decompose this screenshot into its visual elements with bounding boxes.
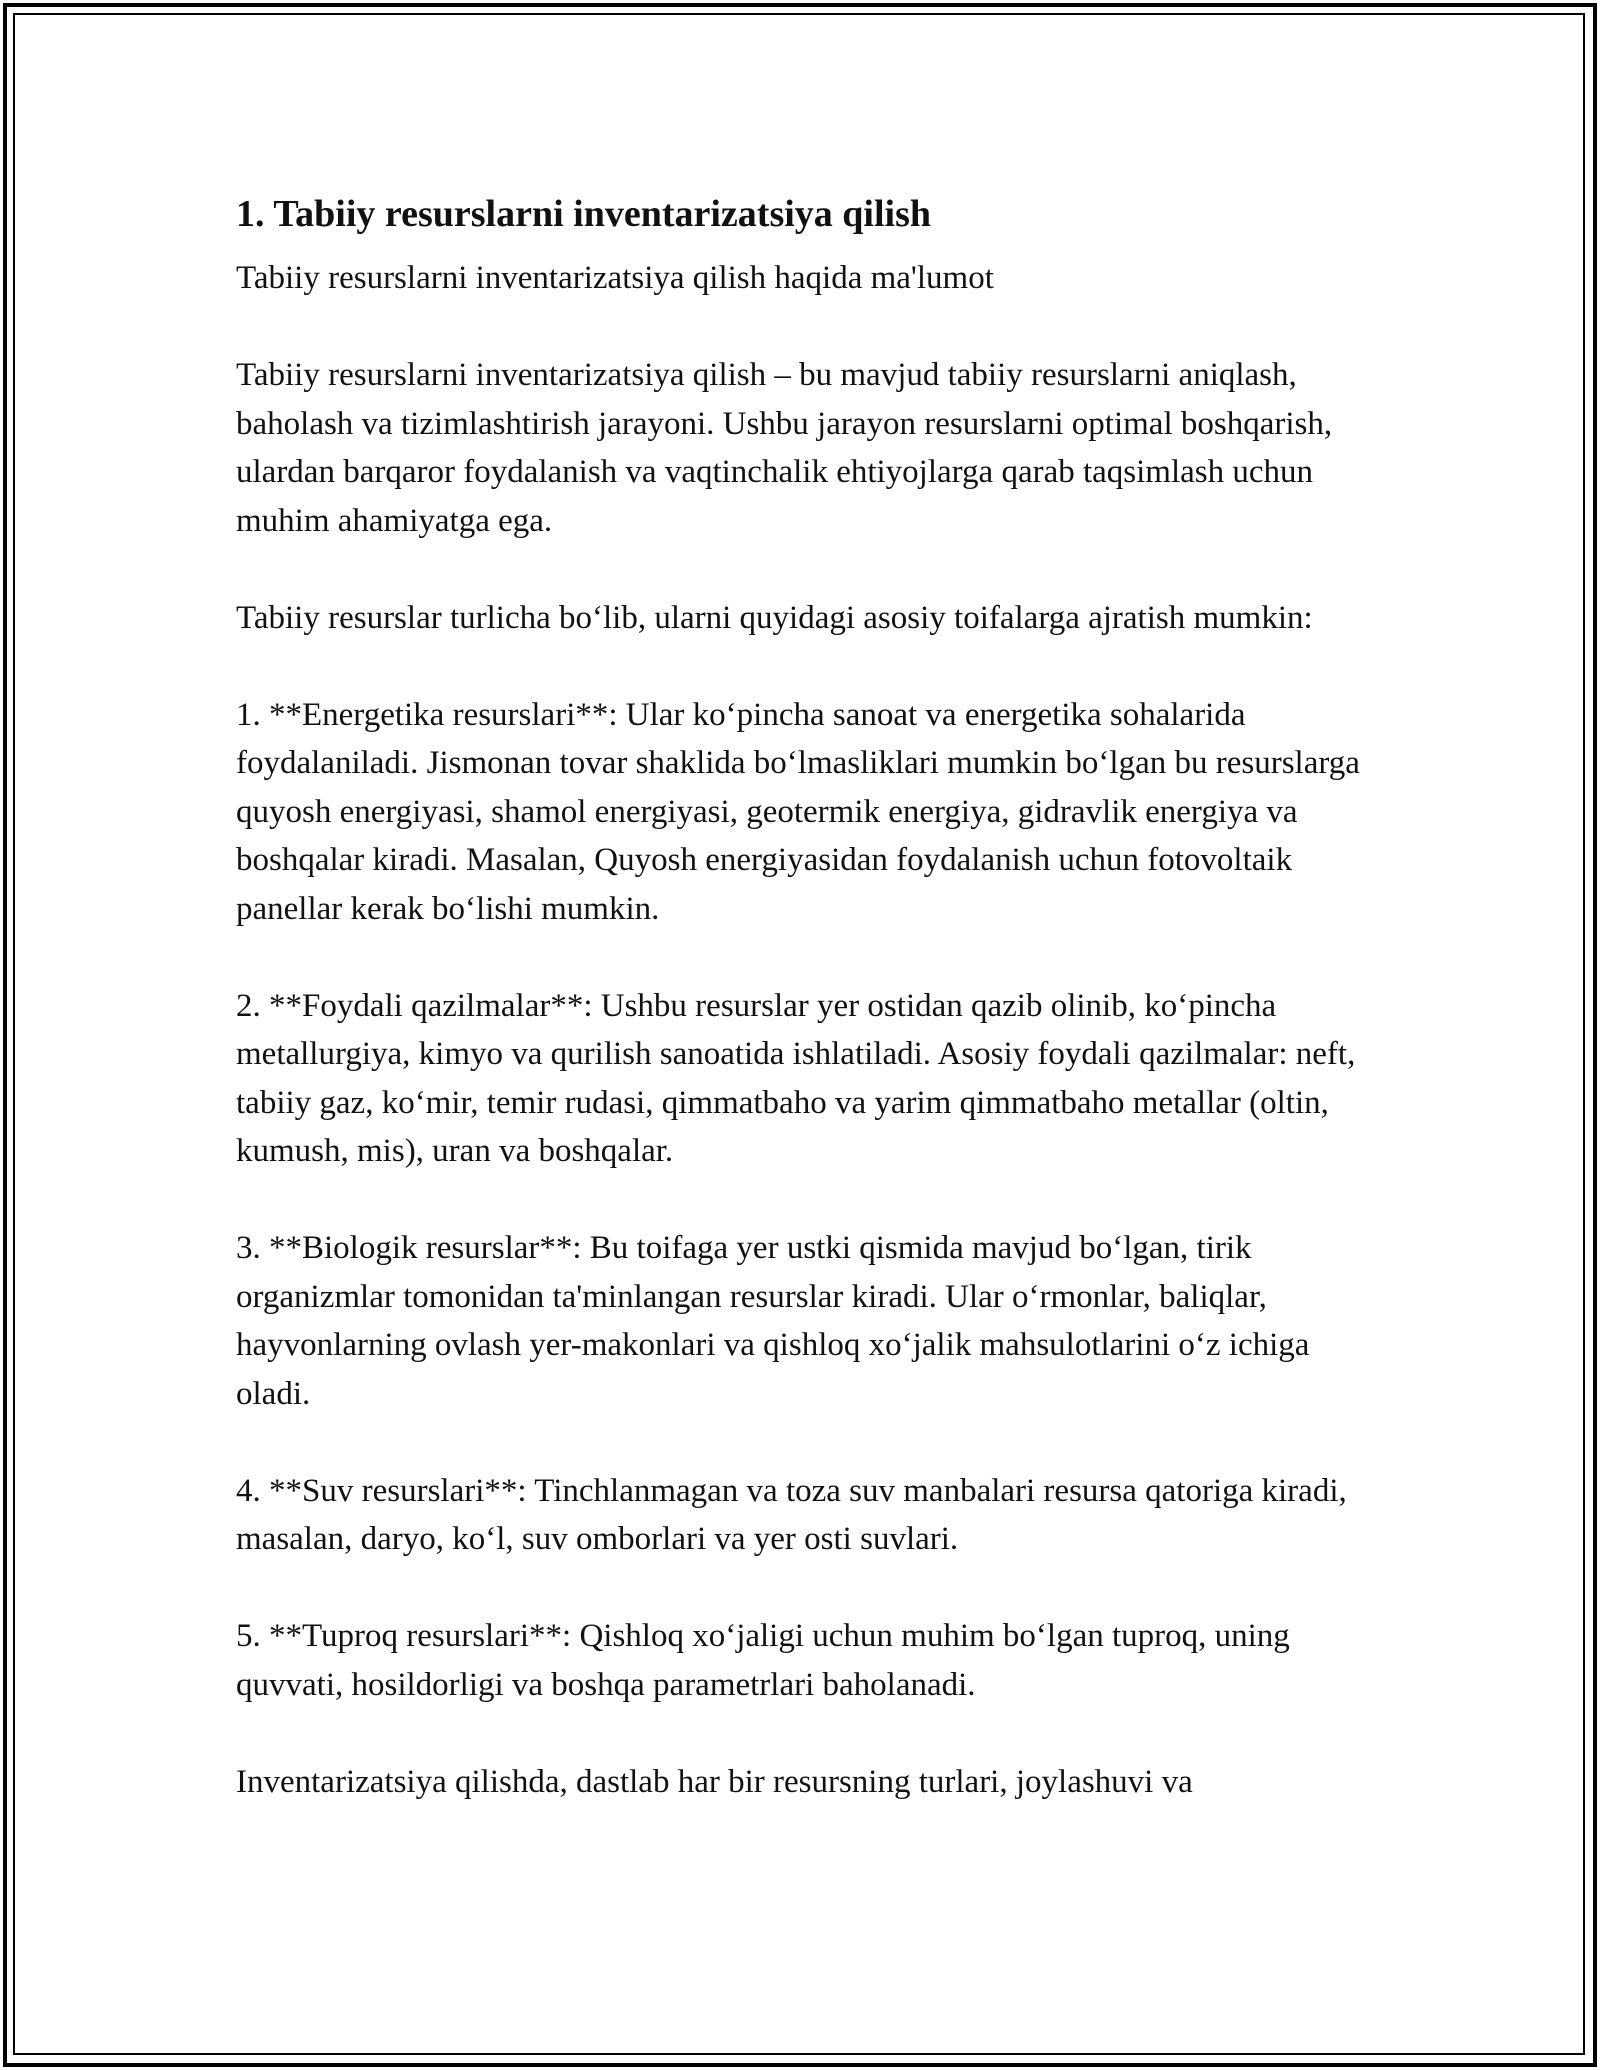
- list-item-soil-resources: 5. **Tuproq resurslari**: Qishloq xo‘jaligi uchun muhim bo‘lgan tuproq, uning quvvati, hosildorligi va boshqa parametrlari baholanadi.: [236, 1618, 1290, 1703]
- list-item-energy-resources: 1. **Energetika resurslari**: Ular ko‘pincha sanoat va energetika sohalarida foydalaniladi. Jismonan tovar shaklida bo‘lmasliklari mumkin bo‘lgan bu resurslarga quyosh energiyasi, shamol energiyasi, geotermik energiya, gidravlik energiya va boshqalar kiradi. Masalan, Quyosh energiyasidan foydalanish uchun fotovoltaik panellar kerak bo‘lishi mumkin.: [236, 696, 1360, 927]
- list-item-biological-resources: 3. **Biologik resurslar**: Bu toifaga yer ustki qismida mavjud bo‘lgan, tirik organizmlar tomonidan ta'minlangan resurslar kiradi. Ular o‘rmonlar, baliqlar, hayvonlarning ovlash yer-makonlari va qishloq xo‘jalik mahsulotlarini o‘z ichiga oladi.: [236, 1230, 1310, 1412]
- document-heading: 1. Tabiiy resurslarni inventarizatsiya qilish: [236, 193, 932, 235]
- paragraph-intro: Tabiiy resurslarni inventarizatsiya qilish – bu mavjud tabiiy resurslarni aniqlash, baholash va tizimlashtirish jarayoni. Ushbu jarayon resurslarni optimal boshqarish, ulardan barqaror foydalanish va vaqtinchalik ehtiyojlarga qarab taqsimlash uchun muhim ahamiyatga ega.: [236, 357, 1333, 539]
- list-item-water-resources: 4. **Suv resurslari**: Tinchlanmagan va toza suv manbalari resursa qatoriga kiradi, masalan, daryo, ko‘l, suv omborlari va yer osti suvlari.: [236, 1472, 1347, 1557]
- document-body: [236, 186, 1376, 1855]
- paragraph-categories-intro: Tabiiy resurslar turlicha bo‘lib, ularni quyidagi asosiy toifalarga ajratish mumkin:: [236, 599, 1313, 636]
- paragraph-inventory-continuation: Inventarizatsiya qilishda, dastlab har bir resursning turlari, joylashuvi va: [236, 1763, 1193, 1800]
- list-item-minerals: 2. **Foydali qazilmalar**: Ushbu resurslar yer ostidan qazib olinib, ko‘pincha metallurgiya, kimyo va qurilish sanoatida ishlatiladi. Asosiy foydali qazilmalar: neft, tabiiy gaz, ko‘mir, temir rudasi, qimmatbaho va yarim qimmatbaho metallar (oltin, kumush, mis), uran va boshqalar.: [236, 987, 1356, 1169]
- document-subtitle: Tabiiy resurslarni inventarizatsiya qilish haqida ma'lumot: [236, 260, 994, 296]
